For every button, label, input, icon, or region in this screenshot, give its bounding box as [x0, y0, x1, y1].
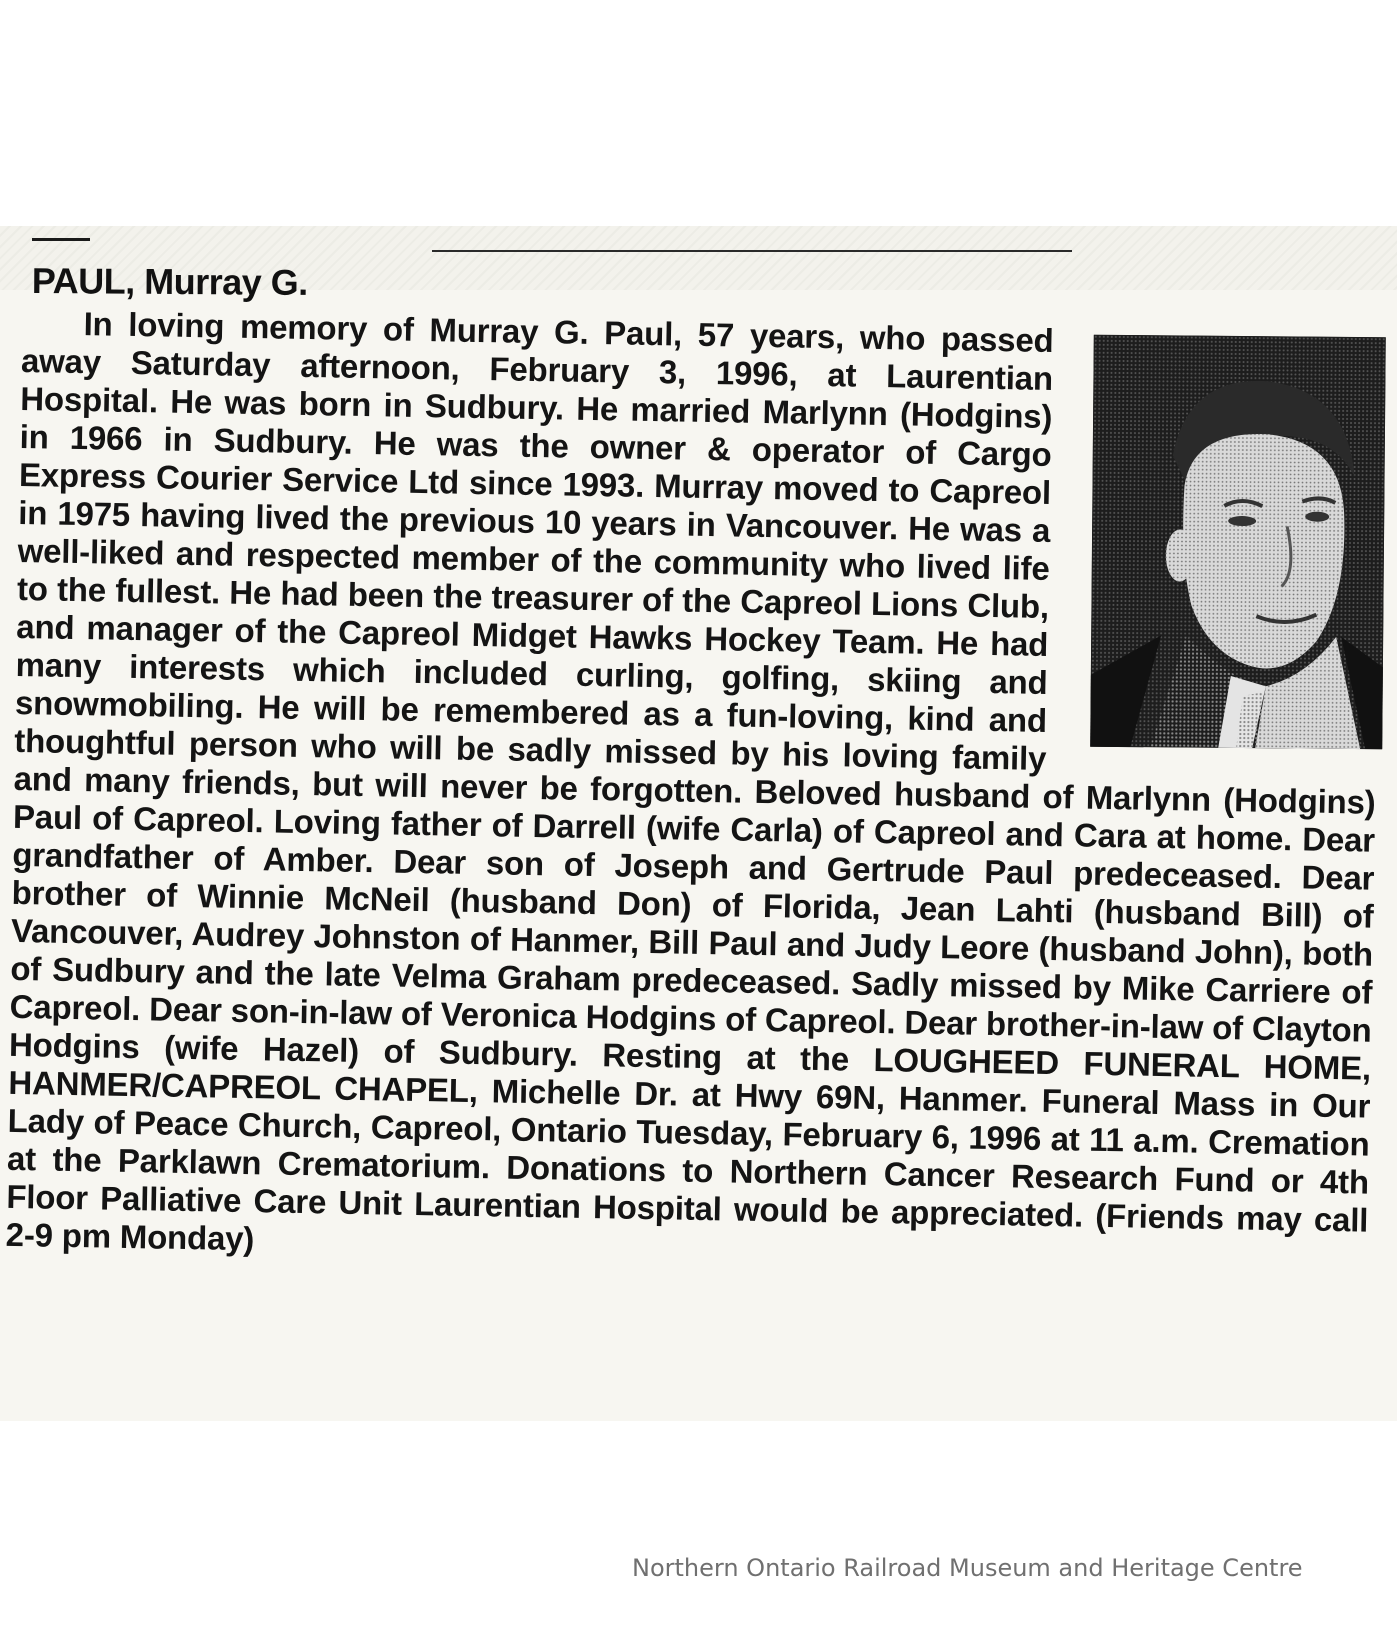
photo-spacer: [1046, 322, 1384, 768]
newspaper-clipping: [0, 226, 1397, 1421]
obituary-body: [5, 304, 1383, 1278]
obituary-headline: PAUL, Murray G.: [31, 260, 308, 303]
column-rule-left: [32, 238, 90, 241]
museum-credit: Northern Ontario Railroad Museum and Heritage Centre: [632, 1554, 1303, 1582]
column-rule-top: [432, 250, 1072, 252]
paragraph-indent: [21, 334, 83, 335]
obituary-body-text: In loving memory of Murray G. Paul, 57 years, who passed away Saturday afternoon, February 3, 1996, at Laurentian Hospital. He was born in Sudbury. He married Marlynn (Hodgins) in 1966 in Sudbury. He was the owner & operator of Cargo Express Courier Service Ltd since 1993. Murray moved to Capreol in 1975 having lived the previous 10 years in Vancouver. He was a well-liked and respected member of the community who lived life to the fullest. He had been the treasurer of the Capreol Lions Club, and manager of the Capreol Midget Hawks Hockey Team. He had many interests which included curling, golfing, skiing and snowmobiling. He will be remembered as a fun-loving, kind and thoughtful person who will be sadly missed by his loving family and many friends, but will never be forgotten. Beloved husband of Marlynn (Hodgins) Paul of Capreol. Loving father of Darrell (wife Carla) of Capreol and Cara at home. Dear grandfather of Amber. Dear son of Joseph and Gertrude Paul predeceased. Dear brother of Winnie McNeil (husband Don) of Florida, Jean Lahti (husband Bill) of Vancouver, Audrey Johnston of Hanmer, Bill Paul and Judy Leore (husband John), both of Sudbury and the late Velma Graham predeceased. Sadly missed by Mike Carriere of Capreol. Dear son-in-law of Veronica Hodgins of Capreol. Dear brother-in-law of Clayton Hodgins (wife Hazel) of Sudbury. Resting at the LOUGHEED FUNERAL HOME, HANMER/CAPREOL CHAPEL, Michelle Dr. at Hwy 69N, Hanmer. Funeral Mass in Our Lady of Peace Church, Capreol, Ontario Tuesday, February 6, 1996 at 11 a.m. Cremation at the Parklawn Crematorium. Donations to Northern Cancer Research Fund or 4th Floor Palliative Care Unit Laurentian Hospital would be appreciated. (Friends may call 2-9 pm Monday): [5, 305, 1376, 1258]
